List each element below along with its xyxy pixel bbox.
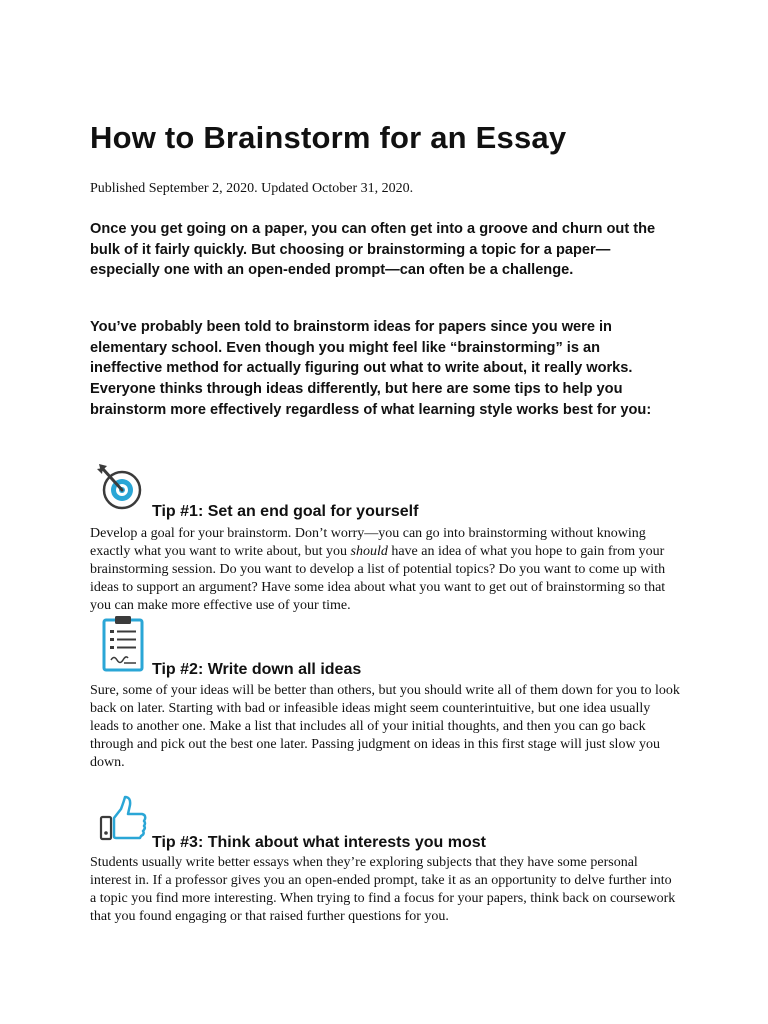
page-title: How to Brainstorm for an Essay — [90, 120, 567, 155]
intro-paragraph: Once you get going on a paper, you can often get into a groove and churn out the bulk of it fairly quickly. But choosing or brainstorming a topic for a paper—especially one with an open-ended prompt—can often be a challenge. — [90, 221, 656, 279]
tip-3-heading: Tip #3: Think about what interests you most — [152, 834, 486, 851]
clipboard-icon — [100, 614, 146, 672]
tip-2-body: Sure, some of your ideas will be better than others, but you should write all of them down for you to look back on later. Starting with bad or infeasible ideas might seem counterintuitive, but one idea usually leads to another one. Make a list that includes all of your initial thoughts, and then you can go back through and pick out the best one later. Passing judgment on ideas in this first stage will just slow you down. — [90, 683, 680, 771]
tip-2-heading: Tip #2: Write down all ideas — [152, 661, 362, 678]
intro-paragraph: You’ve probably been told to brainstorm ideas for papers since you were in elementary school. Even though you might feel like “brainstorming” is an ineffective method for actually figuring out what to write about, it really works. Everyone thinks through ideas differently, but here are some tips to help you brainstorm more effectively regardless of what learning style works best for you: — [90, 319, 652, 418]
target-icon — [94, 459, 150, 513]
tip-1-heading: Tip #1: Set an end goal for yourself — [152, 503, 419, 520]
publish-date: Published September 2, 2020. Updated October 31, 2020. — [90, 181, 414, 196]
thumbs-up-icon — [98, 795, 150, 841]
tip-1-body: Develop a goal for your brainstorm. Don’t worry—you can go into brainstorming without knowing exactly what you want to write about, but you should have an idea of what you hope to gain from your brainstorming session. Do you want to develop a list of potential topics? Do you want to come up with ideas to support an argument? Have some idea about what you want to get out of brainstorming so that you can make more effective use of your time. — [90, 526, 666, 614]
tip-3-body: Students usually write better essays when they’re exploring subjects that they have some personal interest in. If a professor gives you an open-ended prompt, take it as an opportunity to delve further into a topic you find more interesting. When trying to find a focus for your papers, think back on coursework that you found engaging or that raised further questions for you. — [90, 855, 676, 925]
